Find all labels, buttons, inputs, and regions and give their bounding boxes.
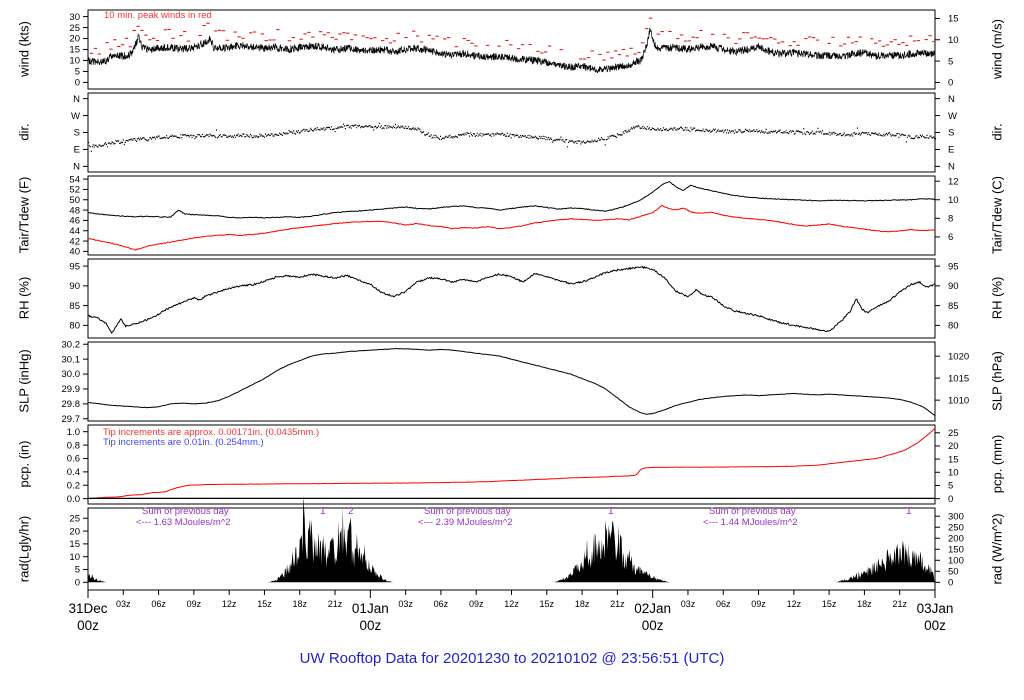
y-tick-label-right: E: [948, 144, 955, 156]
figure-title: UW Rooftop Data for 20201230 to 20210102 @ 23:56:51 (UTC): [299, 650, 725, 667]
y-tick-label-right: 1020: [948, 351, 970, 363]
y-tick-label-right: 10: [948, 467, 959, 479]
y-tick-label-left: E: [73, 144, 80, 156]
y-tick-label-left: 52: [69, 184, 80, 196]
y-tick-label-right: 200: [948, 533, 964, 545]
series-tair-f: [88, 182, 935, 218]
y-tick-label-left: 5: [74, 564, 80, 576]
y-axis-label-pcp-right: pcp. (mm): [989, 434, 1005, 494]
rad-mj-mark: 1: [906, 506, 912, 517]
y-tick-label-right: S: [948, 127, 955, 139]
rad-sum-note-day2: [418, 506, 512, 528]
x-hour-label: 12z: [786, 599, 802, 609]
y-tick-label-right: 0: [948, 77, 954, 89]
y-tick-label-left: 0.2: [66, 480, 80, 492]
rad-sum-note-day1: [136, 506, 230, 528]
y-tick-label-right: 8: [948, 213, 954, 225]
x-day-label: 01Jan: [351, 601, 389, 616]
y-axis-label-slp-left: SLP (inHg): [16, 349, 32, 413]
y-axis-label-wind-left: wind (kts): [16, 21, 32, 77]
y-axis-label-rad-right: rad (W/m^2): [989, 513, 1005, 585]
series-tdew-f: [88, 205, 935, 250]
x-day-label-hour: 00z: [641, 618, 664, 633]
rad-sum-note-line1: Sum of previous day: [142, 506, 229, 517]
y-axis-label-slp-right: SLP (hPa): [989, 351, 1005, 411]
y-tick-label-left: 15: [69, 539, 80, 551]
y-tick-label-left: 29.9: [61, 384, 80, 396]
y-tick-label-left: 0.0: [66, 493, 80, 505]
rad-sum-note-line1: Sum of previous day: [424, 506, 511, 517]
y-tick-label-right: 95: [948, 261, 959, 273]
y-tick-label-right: 10: [948, 194, 959, 206]
series-slp-inhg: [88, 349, 935, 416]
panel-box-slp: [88, 342, 935, 421]
y-tick-label-right: 1010: [948, 395, 970, 407]
y-tick-label-right: 85: [948, 300, 959, 312]
x-hour-label: 18z: [574, 599, 590, 609]
x-day-label-hour: 00z: [924, 618, 946, 633]
rad-mj-mark: 1: [608, 506, 614, 517]
x-hour-label: 21z: [610, 599, 625, 609]
y-tick-label-left: 48: [69, 205, 80, 217]
y-tick-label-right: 15: [948, 13, 959, 25]
x-hour-label: 09z: [468, 599, 484, 609]
x-day-label-hour: 00z: [359, 618, 382, 633]
y-tick-label-right: 100: [948, 555, 964, 567]
x-hour-label: 15z: [257, 599, 272, 609]
y-tick-label-left: 42: [69, 236, 80, 248]
y-tick-label-left: 30.0: [61, 369, 80, 381]
y-tick-label-left: 0: [74, 77, 80, 89]
y-tick-label-left: 5: [74, 66, 80, 78]
x-hour-label: 21z: [892, 599, 907, 609]
panel-box-wind: [88, 10, 935, 89]
y-tick-label-right: 250: [948, 522, 964, 534]
tip-increment-note-red: Tip increments are approx. 0.00171in. (0.0435mm.): [103, 427, 320, 438]
y-tick-label-left: 54: [69, 174, 80, 186]
y-tick-label-left: 1.0: [66, 426, 80, 438]
y-tick-label-left: 46: [69, 215, 80, 227]
y-axis-label-pcp-left: pcp. (in): [16, 440, 32, 488]
y-axis-label-rh-right: RH (%): [989, 276, 1005, 320]
x-hour-label: 09z: [751, 599, 766, 609]
series-wind-mean-kts: [88, 28, 935, 73]
x-hour-label: 03z: [398, 599, 413, 609]
y-axis-label-temp-left: Tair/Tdew (F): [16, 176, 32, 254]
y-tick-label-left: 10: [69, 551, 80, 563]
peak-wind-note: 10 min. peak winds in red: [104, 10, 212, 21]
y-tick-label-right: 5: [948, 480, 954, 492]
y-tick-label-left: 44: [69, 225, 80, 237]
rad-sum-note-day3: [703, 506, 797, 528]
x-hour-label: 03z: [680, 599, 696, 609]
panel-box-rh: [88, 259, 935, 338]
y-tick-label-left: 10: [69, 55, 80, 67]
x-day-label: 03Jan: [916, 601, 954, 616]
y-tick-label-left: 30.1: [61, 354, 80, 366]
y-axis-label-dir-left: dir.: [16, 123, 32, 141]
y-tick-label-left: 29.7: [61, 413, 80, 425]
x-hour-label: 18z: [292, 599, 308, 609]
y-tick-label-right: 1015: [948, 373, 970, 385]
x-hour-label: 12z: [221, 599, 237, 609]
y-tick-label-left: 15: [69, 44, 80, 56]
x-hour-label: 06z: [433, 599, 449, 609]
x-hour-label: 06z: [715, 599, 731, 609]
y-tick-label-right: 12: [948, 176, 959, 188]
y-tick-label-left: S: [73, 127, 80, 139]
x-hour-label: 15z: [539, 599, 555, 609]
y-tick-label-left: 0.8: [66, 440, 80, 452]
x-hour-label: 03z: [116, 599, 131, 609]
y-tick-label-right: 50: [948, 566, 959, 578]
x-day-label: 31Dec: [68, 601, 108, 616]
y-tick-label-right: 5: [948, 56, 954, 68]
y-tick-label-left: 40: [69, 246, 80, 258]
y-tick-label-left: N: [73, 161, 80, 173]
y-tick-label-right: 10: [948, 34, 959, 46]
y-tick-label-right: 20: [948, 441, 959, 453]
tip-increment-note-blue: Tip increments are 0.01in. (0.254mm.): [103, 437, 264, 448]
y-tick-label-right: W: [948, 110, 957, 122]
rad-mj-mark: 1: [320, 506, 326, 517]
x-hour-label: 21z: [327, 599, 343, 609]
y-tick-label-right: 25: [948, 427, 959, 439]
y-tick-label-right: 6: [948, 232, 954, 244]
y-tick-label-right: N: [948, 93, 955, 105]
y-tick-label-right: 150: [948, 544, 964, 556]
y-tick-label-left: 0.4: [66, 467, 80, 479]
y-tick-label-left: 30.2: [61, 339, 80, 351]
x-hour-label: 15z: [821, 599, 837, 609]
y-tick-label-right: 0: [948, 577, 954, 589]
y-tick-label-left: 25: [69, 513, 80, 525]
y-tick-label-left: 30: [69, 11, 80, 23]
y-tick-label-left: 85: [69, 300, 80, 312]
x-hour-label: 18z: [857, 599, 872, 609]
y-axis-label-dir-right: dir.: [989, 123, 1005, 141]
y-tick-label-left: 0: [74, 577, 80, 589]
x-day-label-hour: 00z: [77, 618, 99, 633]
y-tick-label-left: 50: [69, 194, 80, 206]
y-tick-label-left: W: [71, 110, 80, 122]
y-tick-label-right: 15: [948, 454, 959, 466]
x-hour-label: 12z: [504, 599, 519, 609]
y-tick-label-left: 29.8: [61, 399, 80, 411]
y-tick-label-right: N: [948, 161, 955, 173]
y-axis-label-temp-right: Tair/Tdew (C): [989, 175, 1005, 255]
y-tick-label-left: 95: [69, 261, 80, 273]
rad-sum-note-line2: <--- 1.63 MJoules/m^2: [136, 517, 231, 528]
y-tick-label-left: 0.6: [66, 453, 80, 465]
y-axis-label-rh-left: RH (%): [16, 276, 32, 320]
y-tick-label-right: 0: [948, 493, 954, 505]
rad-sum-note-line2: <--- 2.39 MJoules/m^2: [418, 517, 513, 528]
series-wind-direction-deg: [88, 123, 936, 151]
y-tick-label-left: 90: [69, 281, 80, 293]
y-tick-label-left: N: [73, 93, 80, 105]
y-tick-label-right: 300: [948, 511, 964, 523]
y-axis-label-wind-right: wind (m/s): [989, 19, 1005, 79]
y-tick-label-left: 25: [69, 22, 80, 34]
y-axis-label-rad-left: rad(Lgly/hr): [16, 515, 32, 583]
y-tick-label-right: 80: [948, 320, 959, 332]
x-hour-label: 06z: [151, 599, 166, 609]
y-tick-label-left: 20: [69, 526, 80, 538]
x-hour-label: 09z: [186, 599, 202, 609]
rad-sum-note-line2: <--- 1.44 MJoules/m^2: [703, 517, 798, 528]
y-tick-label-left: 80: [69, 320, 80, 332]
rad-mj-mark: 2: [348, 506, 354, 517]
series-rh-pct: [88, 267, 935, 334]
x-day-label: 02Jan: [634, 601, 672, 616]
y-tick-label-right: 90: [948, 281, 959, 293]
rad-sum-note-line1: Sum of previous day: [709, 506, 796, 517]
y-tick-label-left: 20: [69, 33, 80, 45]
